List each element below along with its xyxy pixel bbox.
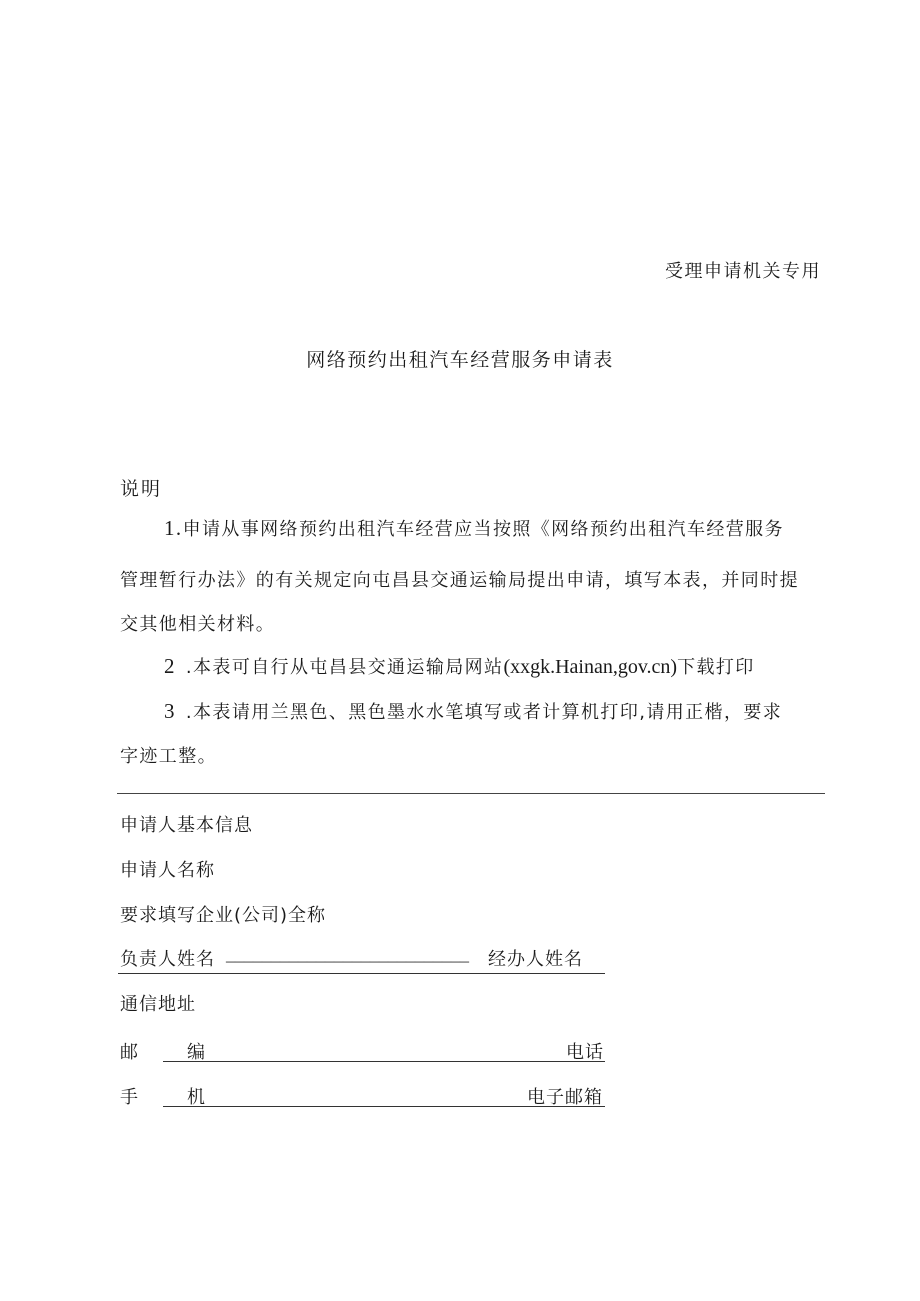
note-3-line-2: 字迹工整。 [120, 746, 217, 767]
address-label: 通信地址 [120, 994, 196, 1015]
person-in-charge-label: 负责人姓名 [120, 949, 215, 970]
phone-label: 电话 [566, 1042, 604, 1063]
section-divider [117, 793, 825, 794]
form-title: 网络预约出租汽车经营服务申请表 [306, 349, 614, 371]
note-2-number: 2 [164, 654, 176, 678]
office-use-label: 受理申请机关专用 [665, 261, 821, 282]
person-in-charge-underline [118, 973, 605, 974]
mobile-label-char-1: 手 [120, 1087, 139, 1108]
note-1-line-3: 交其他相关材料。 [120, 614, 276, 635]
full-name-note: 要求填写企业(公司)全称 [120, 905, 327, 926]
postcode-label-char-2: 编 [187, 1042, 206, 1063]
email-label: 电子邮箱 [527, 1087, 603, 1108]
note-2-website: (xxgk.Hainan,gov.cn) [503, 656, 678, 678]
notes-heading: 说明 [120, 478, 163, 500]
note-2-line: 2 .本表可自行从屯昌县交通运输局网站(xxgk.Hainan,gov.cn)下载打印 [164, 654, 755, 678]
applicant-section-title: 申请人基本信息 [120, 815, 253, 836]
note-1-line-1: 1.申请从事网络预约出租汽车经营应当按照《网络预约出租汽车经营服务 [164, 516, 784, 540]
applicant-name-label: 申请人名称 [120, 860, 215, 881]
note-3-number: 3 [164, 699, 176, 723]
postcode-label-char-1: 邮 [120, 1042, 139, 1063]
person-in-charge-blank[interactable]: ___________________________ [226, 944, 469, 964]
note-3-line-1: 3 .本表请用兰黑色、黑色墨水水笔填写或者计算机打印,请用正楷，要求 [164, 699, 783, 723]
postcode-phone-underline[interactable] [163, 1061, 605, 1062]
mobile-label-char-2: 机 [187, 1087, 206, 1108]
note-1-number: 1. [164, 516, 183, 540]
mobile-email-underline[interactable] [163, 1106, 605, 1107]
note-1-line-2: 管理暂行办法》的有关规定向屯昌县交通运输局提出申请，填写本表，并同时提 [120, 570, 799, 591]
handler-name-label: 经办人姓名 [488, 949, 583, 970]
